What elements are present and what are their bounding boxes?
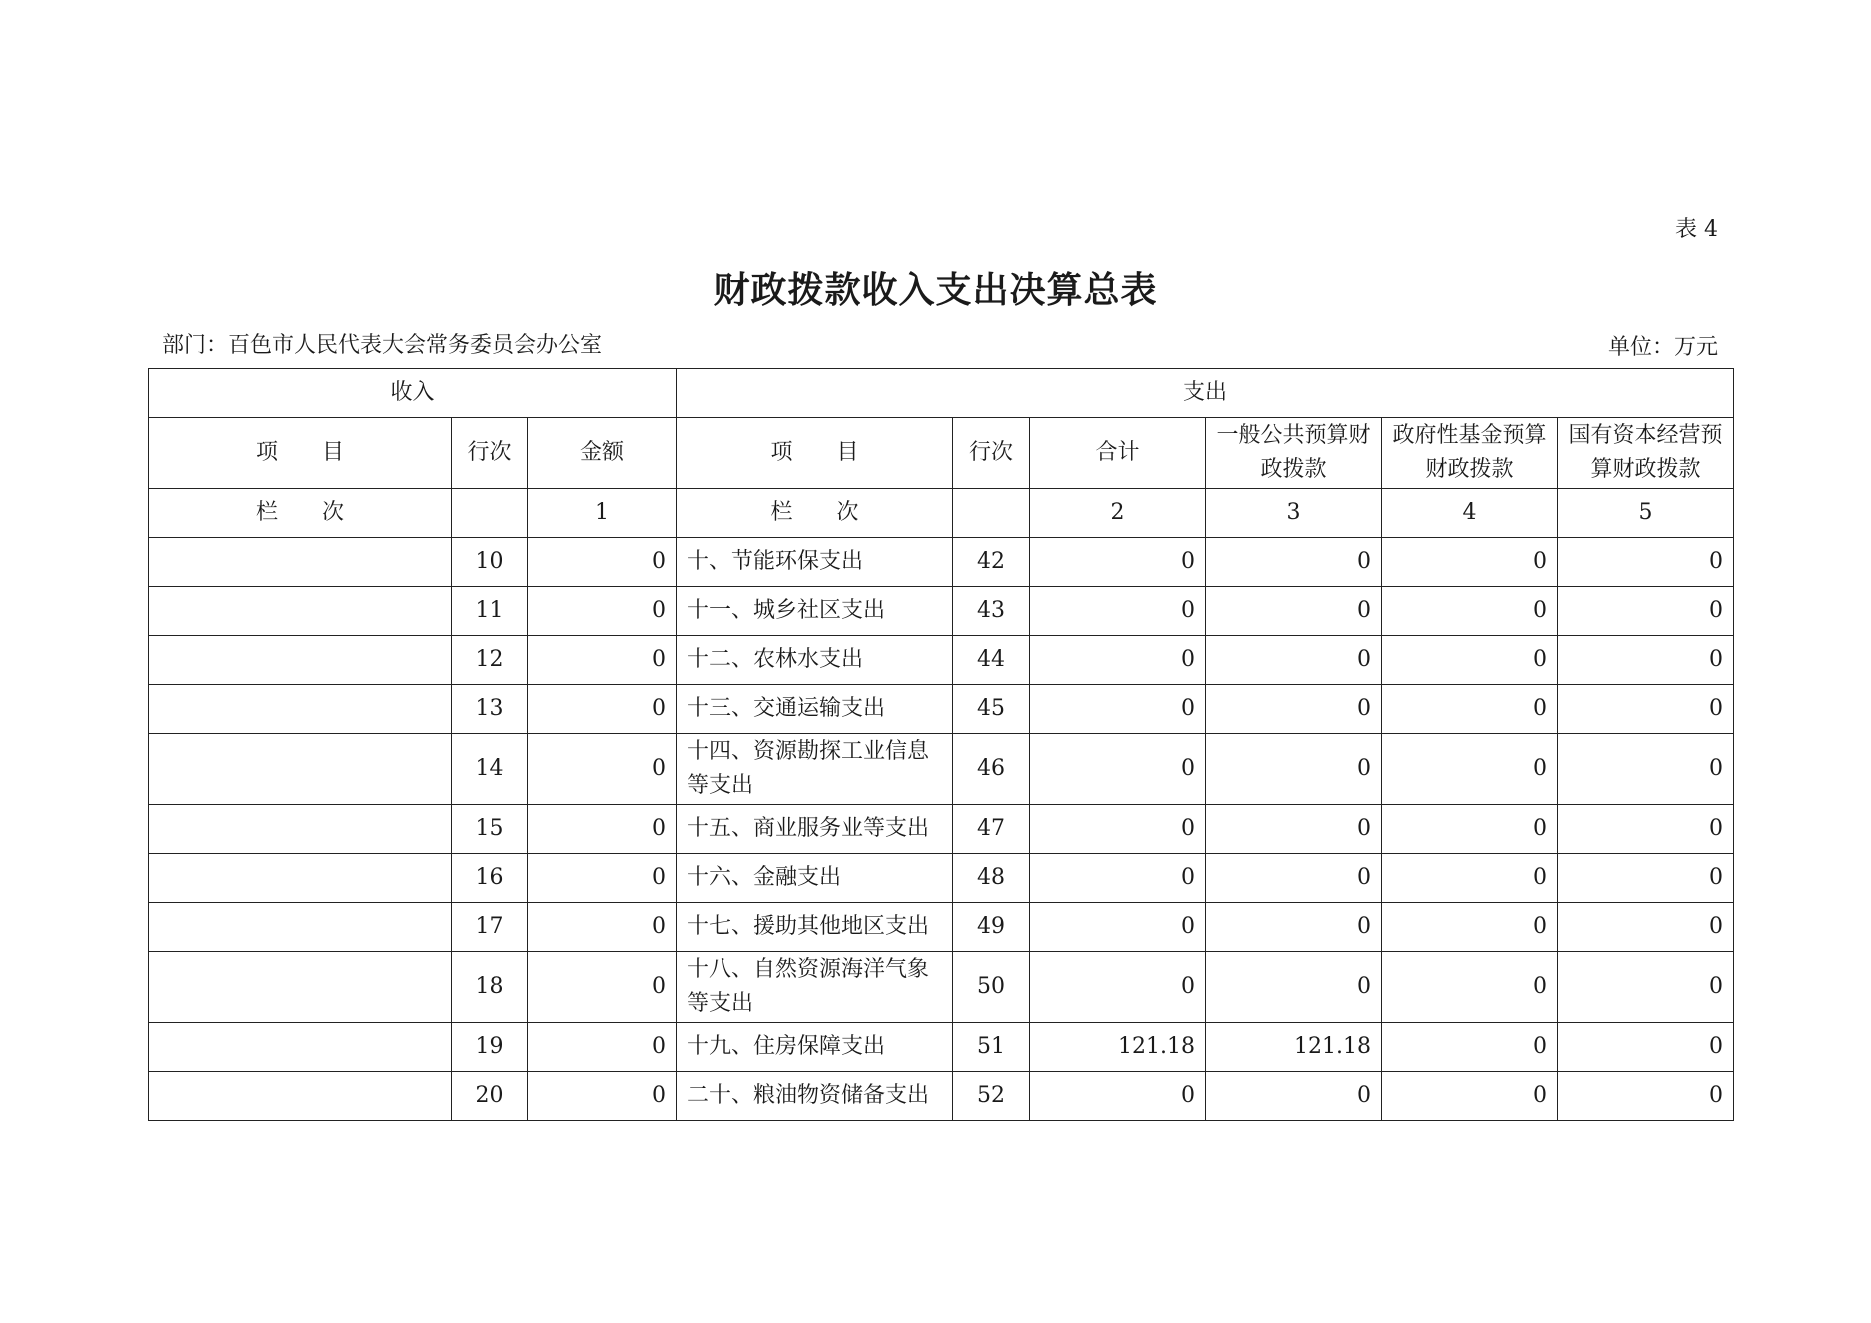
table-row [149,1072,1734,1121]
state-capital-header: 国有资本经营预算财政拨款 [1558,418,1734,489]
table-row [149,903,1734,952]
total-cell: 0 [1030,636,1206,685]
income-amount-cell: 0 [528,903,677,952]
expense-row-no-cell: 44 [953,636,1030,685]
income-item-cell [149,1023,452,1072]
general-budget-header: 一般公共预算财政拨款 [1206,418,1382,489]
table-row [149,636,1734,685]
income-item-cell [149,636,452,685]
total-cell: 0 [1030,854,1206,903]
state-capital-index: 5 [1558,489,1734,538]
expense-item-cell: 十四、资源勘探工业信息等支出 [677,734,953,805]
expense-row-no-cell: 48 [953,854,1030,903]
gov-fund-cell: 0 [1382,636,1558,685]
income-row-no-cell: 20 [452,1072,528,1121]
general-budget-cell: 0 [1206,734,1382,805]
total-cell: 0 [1030,952,1206,1023]
income-row-no-cell: 17 [452,903,528,952]
gov-fund-cell: 0 [1382,1072,1558,1121]
expense-item-cell: 十九、住房保障支出 [677,1023,953,1072]
total-cell: 0 [1030,587,1206,636]
total-cell: 121.18 [1030,1023,1206,1072]
state-capital-cell: 0 [1558,1023,1734,1072]
expense-row-no-cell: 47 [953,805,1030,854]
expense-row-no-cell: 52 [953,1072,1030,1121]
table-row [149,685,1734,734]
expense-item-cell: 十五、商业服务业等支出 [677,805,953,854]
expense-item-cell: 十、节能环保支出 [677,538,953,587]
general-index: 3 [1206,489,1382,538]
gov-fund-cell: 0 [1382,734,1558,805]
total-cell: 0 [1030,538,1206,587]
total-cell: 0 [1030,1072,1206,1121]
expense-row-no-cell: 49 [953,903,1030,952]
income-item-cell [149,587,452,636]
income-row-no-cell: 11 [452,587,528,636]
income-row-no-cell: 13 [452,685,528,734]
gov-fund-header: 政府性基金预算财政拨款 [1382,418,1558,489]
income-item-cell [149,854,452,903]
income-item-cell [149,805,452,854]
gov-fund-cell: 0 [1382,903,1558,952]
header-group-row [149,369,1734,418]
expense-row-no-cell: 45 [953,685,1030,734]
expense-item-cell: 十六、金融支出 [677,854,953,903]
gov-fund-cell: 0 [1382,854,1558,903]
expense-group-header: 支出 [677,369,1734,418]
state-capital-cell: 0 [1558,805,1734,854]
expense-column-index-label: 栏 次 [677,489,953,538]
state-capital-cell: 0 [1558,903,1734,952]
expense-row-no-cell: 43 [953,587,1030,636]
income-row-no-index [452,489,528,538]
total-cell: 0 [1030,685,1206,734]
income-item-cell [149,903,452,952]
department-label: 部门：百色市人民代表大会常务委员会办公室 [162,333,603,358]
gov-fund-cell: 0 [1382,805,1558,854]
state-capital-cell: 0 [1558,636,1734,685]
income-column-index-label: 栏 次 [149,489,452,538]
income-item-header: 项 目 [149,418,452,489]
income-row-no-cell: 18 [452,952,528,1023]
income-amount-cell: 0 [528,734,677,805]
income-item-cell [149,1072,452,1121]
general-budget-cell: 0 [1206,636,1382,685]
expense-item-cell: 十二、农林水支出 [677,636,953,685]
income-item-cell [149,952,452,1023]
table-row [149,854,1734,903]
table-row [149,1023,1734,1072]
table-row [149,538,1734,587]
budget-table [148,368,1734,1121]
income-amount-cell: 0 [528,1072,677,1121]
general-budget-cell: 0 [1206,1072,1382,1121]
general-budget-cell: 0 [1206,903,1382,952]
income-row-no-cell: 10 [452,538,528,587]
expense-row-no-index [953,489,1030,538]
expense-item-cell: 十八、自然资源海洋气象等支出 [677,952,953,1023]
general-budget-cell: 0 [1206,685,1382,734]
income-row-no-cell: 19 [452,1023,528,1072]
general-budget-cell: 0 [1206,587,1382,636]
income-item-cell [149,538,452,587]
total-index: 2 [1030,489,1206,538]
gov-fund-cell: 0 [1382,685,1558,734]
total-cell: 0 [1030,805,1206,854]
income-amount-cell: 0 [528,805,677,854]
gov-fund-cell: 0 [1382,538,1558,587]
expense-row-no-cell: 50 [953,952,1030,1023]
table-number: 表 4 [1675,217,1718,242]
general-budget-cell: 0 [1206,952,1382,1023]
expense-row-no-cell: 46 [953,734,1030,805]
total-header: 合计 [1030,418,1206,489]
table-row [149,952,1734,1023]
income-amount-cell: 0 [528,538,677,587]
income-amount-cell: 0 [528,685,677,734]
gov-fund-cell: 0 [1382,587,1558,636]
column-index-row [149,489,1734,538]
total-cell: 0 [1030,903,1206,952]
state-capital-cell: 0 [1558,1072,1734,1121]
expense-item-header: 项 目 [677,418,953,489]
income-item-cell [149,685,452,734]
income-row-no-header: 行次 [452,418,528,489]
income-amount-index: 1 [528,489,677,538]
expense-item-cell: 十一、城乡社区支出 [677,587,953,636]
expense-row-no-cell: 42 [953,538,1030,587]
income-row-no-cell: 15 [452,805,528,854]
income-amount-cell: 0 [528,1023,677,1072]
page-title: 财政拨款收入支出决算总表 [713,269,1158,311]
gov-fund-cell: 0 [1382,1023,1558,1072]
income-amount-header: 金额 [528,418,677,489]
general-budget-cell: 0 [1206,538,1382,587]
expense-row-no-cell: 51 [953,1023,1030,1072]
general-budget-cell: 0 [1206,854,1382,903]
table-row [149,734,1734,805]
gov-fund-cell: 0 [1382,952,1558,1023]
unit-label: 单位：万元 [1607,335,1718,360]
general-budget-cell: 121.18 [1206,1023,1382,1072]
income-amount-cell: 0 [528,952,677,1023]
state-capital-cell: 0 [1558,538,1734,587]
state-capital-cell: 0 [1558,734,1734,805]
header-columns-row [149,418,1734,489]
state-capital-cell: 0 [1558,854,1734,903]
income-amount-cell: 0 [528,587,677,636]
expense-item-cell: 十三、交通运输支出 [677,685,953,734]
income-amount-cell: 0 [528,636,677,685]
expense-item-cell: 十七、援助其他地区支出 [677,903,953,952]
income-row-no-cell: 14 [452,734,528,805]
income-row-no-cell: 16 [452,854,528,903]
table-row [149,805,1734,854]
state-capital-cell: 0 [1558,685,1734,734]
general-budget-cell: 0 [1206,805,1382,854]
income-item-cell [149,734,452,805]
state-capital-cell: 0 [1558,587,1734,636]
income-group-header: 收入 [149,369,677,418]
state-capital-cell: 0 [1558,952,1734,1023]
expense-item-cell: 二十、粮油物资储备支出 [677,1072,953,1121]
expense-row-no-header: 行次 [953,418,1030,489]
table-row [149,587,1734,636]
income-amount-cell: 0 [528,854,677,903]
gov-fund-index: 4 [1382,489,1558,538]
total-cell: 0 [1030,734,1206,805]
income-row-no-cell: 12 [452,636,528,685]
